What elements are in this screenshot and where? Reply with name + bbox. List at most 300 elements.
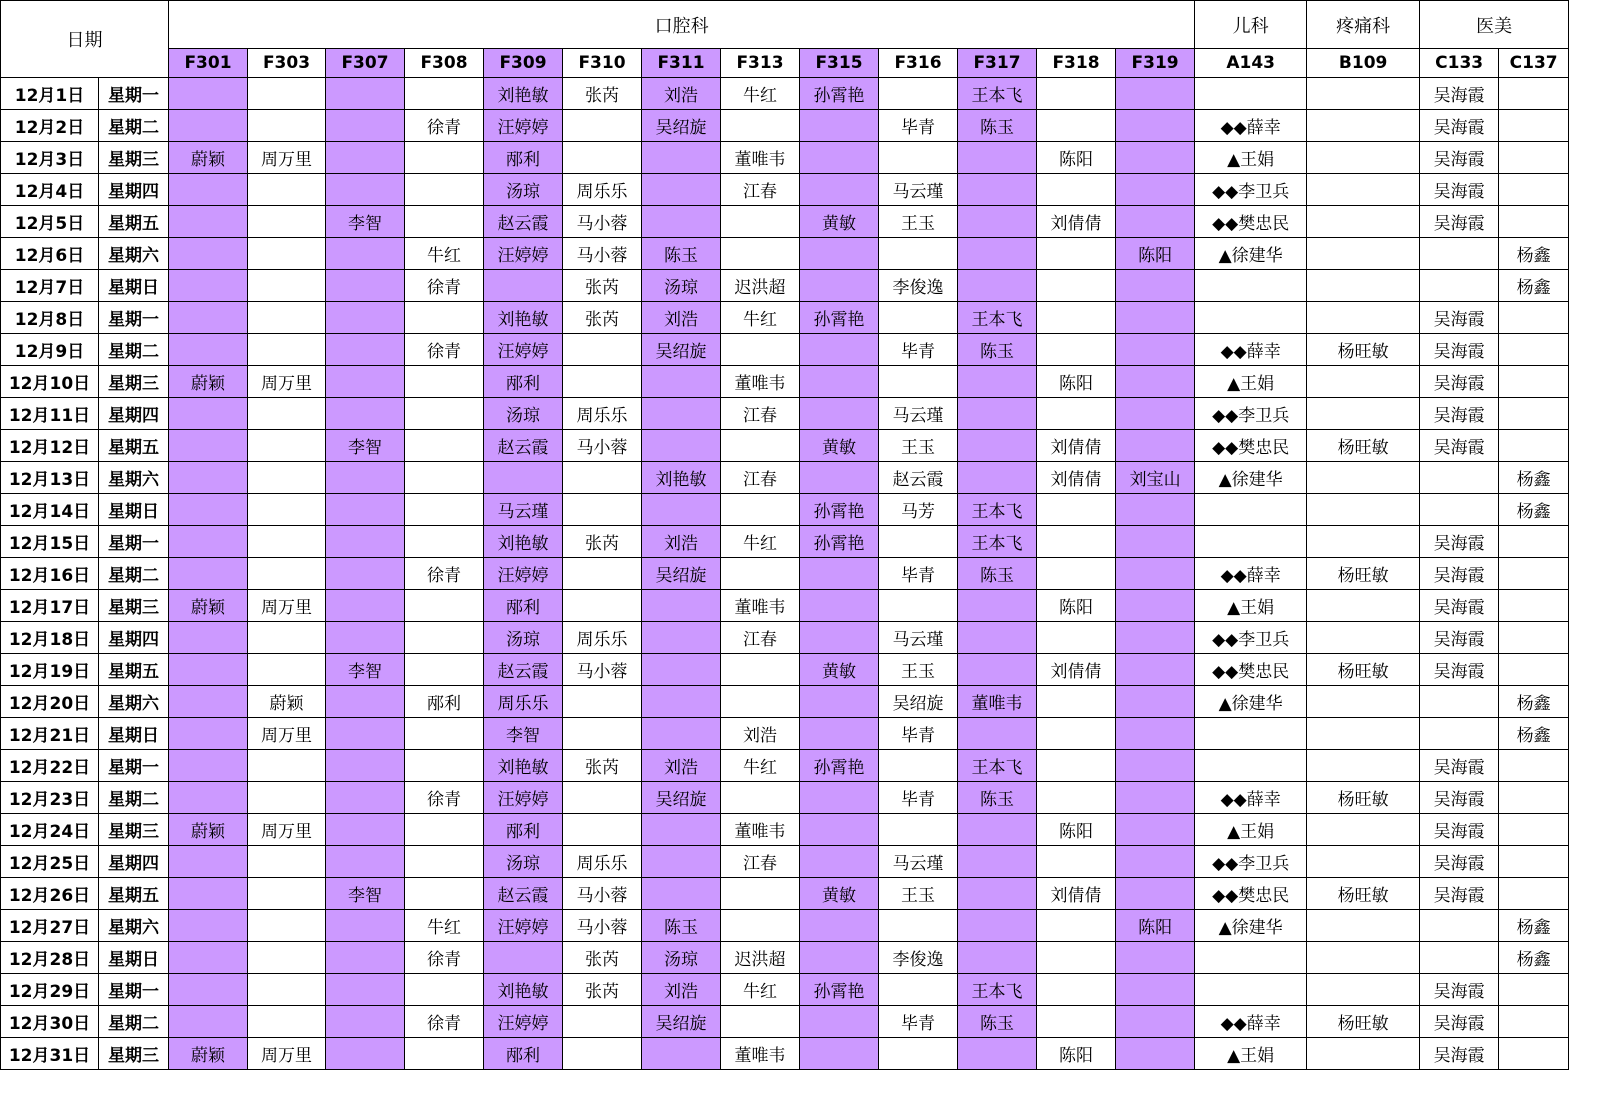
schedule-cell[interactable]: 王玉 bbox=[879, 430, 958, 462]
schedule-cell[interactable] bbox=[1037, 526, 1116, 558]
schedule-cell[interactable] bbox=[1116, 718, 1195, 750]
schedule-cell[interactable] bbox=[1307, 366, 1420, 398]
schedule-cell[interactable] bbox=[1116, 398, 1195, 430]
schedule-cell[interactable] bbox=[800, 110, 879, 142]
schedule-cell[interactable] bbox=[800, 910, 879, 942]
schedule-cell[interactable]: 陈玉 bbox=[958, 110, 1037, 142]
schedule-cell[interactable] bbox=[642, 590, 721, 622]
date-cell[interactable]: 12月22日 bbox=[1, 750, 99, 782]
schedule-cell[interactable]: 孙霄艳 bbox=[800, 750, 879, 782]
schedule-cell[interactable] bbox=[405, 206, 484, 238]
schedule-cell[interactable] bbox=[1307, 1038, 1420, 1070]
schedule-cell[interactable]: 杨旺敏 bbox=[1307, 430, 1420, 462]
schedule-cell[interactable] bbox=[1499, 622, 1569, 654]
date-cell[interactable]: 12月9日 bbox=[1, 334, 99, 366]
schedule-cell[interactable]: ◆◆樊忠民 bbox=[1195, 878, 1307, 910]
schedule-cell[interactable] bbox=[563, 590, 642, 622]
schedule-cell[interactable]: 汤琼 bbox=[642, 270, 721, 302]
schedule-cell[interactable] bbox=[326, 590, 405, 622]
schedule-cell[interactable]: 陈玉 bbox=[958, 1006, 1037, 1038]
schedule-cell[interactable]: ◆◆薛幸 bbox=[1195, 782, 1307, 814]
schedule-cell[interactable] bbox=[958, 942, 1037, 974]
schedule-cell[interactable]: 马云瑾 bbox=[879, 622, 958, 654]
date-cell[interactable]: 12月24日 bbox=[1, 814, 99, 846]
schedule-cell[interactable] bbox=[1499, 78, 1569, 110]
weekday-cell[interactable]: 星期六 bbox=[99, 238, 169, 270]
schedule-cell[interactable] bbox=[958, 238, 1037, 270]
date-cell[interactable]: 12月15日 bbox=[1, 526, 99, 558]
schedule-cell[interactable] bbox=[1195, 718, 1307, 750]
schedule-cell[interactable]: 毕青 bbox=[879, 782, 958, 814]
header-room-cell[interactable]: C137 bbox=[1499, 49, 1569, 78]
schedule-cell[interactable] bbox=[800, 334, 879, 366]
schedule-cell[interactable] bbox=[1307, 110, 1420, 142]
schedule-cell[interactable] bbox=[958, 142, 1037, 174]
schedule-cell[interactable]: ◆◆李卫兵 bbox=[1195, 398, 1307, 430]
schedule-cell[interactable] bbox=[958, 430, 1037, 462]
schedule-cell[interactable]: 吴海霞 bbox=[1420, 558, 1499, 590]
header-dept-cell[interactable]: 口腔科 bbox=[169, 1, 1195, 49]
schedule-cell[interactable]: 江春 bbox=[721, 462, 800, 494]
schedule-cell[interactable] bbox=[721, 654, 800, 686]
schedule-cell[interactable]: 吴海霞 bbox=[1420, 78, 1499, 110]
schedule-cell[interactable] bbox=[642, 718, 721, 750]
schedule-cell[interactable]: 吴海霞 bbox=[1420, 974, 1499, 1006]
schedule-cell[interactable] bbox=[1116, 206, 1195, 238]
schedule-cell[interactable] bbox=[1499, 430, 1569, 462]
schedule-cell[interactable]: 吴绍旋 bbox=[642, 782, 721, 814]
header-dept-cell[interactable]: 疼痛科 bbox=[1307, 1, 1420, 49]
schedule-cell[interactable]: 杨旺敏 bbox=[1307, 558, 1420, 590]
date-cell[interactable]: 12月11日 bbox=[1, 398, 99, 430]
schedule-cell[interactable]: ▲王娟 bbox=[1195, 142, 1307, 174]
weekday-cell[interactable]: 星期二 bbox=[99, 334, 169, 366]
schedule-cell[interactable] bbox=[642, 686, 721, 718]
schedule-cell[interactable] bbox=[169, 558, 248, 590]
schedule-cell[interactable] bbox=[1499, 878, 1569, 910]
schedule-cell[interactable] bbox=[405, 430, 484, 462]
schedule-cell[interactable] bbox=[326, 238, 405, 270]
schedule-cell[interactable]: 马芳 bbox=[879, 494, 958, 526]
schedule-cell[interactable] bbox=[169, 942, 248, 974]
schedule-cell[interactable] bbox=[248, 398, 326, 430]
schedule-cell[interactable] bbox=[169, 110, 248, 142]
date-cell[interactable]: 12月21日 bbox=[1, 718, 99, 750]
schedule-cell[interactable] bbox=[1499, 302, 1569, 334]
schedule-cell[interactable] bbox=[326, 1038, 405, 1070]
schedule-cell[interactable]: 吴海霞 bbox=[1420, 398, 1499, 430]
schedule-cell[interactable]: 吴海霞 bbox=[1420, 654, 1499, 686]
schedule-cell[interactable] bbox=[1116, 1006, 1195, 1038]
schedule-cell[interactable]: 蔚颖 bbox=[169, 366, 248, 398]
schedule-cell[interactable] bbox=[1499, 174, 1569, 206]
weekday-cell[interactable]: 星期二 bbox=[99, 558, 169, 590]
schedule-cell[interactable]: 赵云霞 bbox=[484, 206, 563, 238]
schedule-cell[interactable] bbox=[1037, 750, 1116, 782]
schedule-cell[interactable]: 吴海霞 bbox=[1420, 366, 1499, 398]
schedule-cell[interactable]: 马小蓉 bbox=[563, 238, 642, 270]
schedule-cell[interactable]: 李智 bbox=[326, 430, 405, 462]
schedule-cell[interactable]: 吴绍旋 bbox=[642, 1006, 721, 1038]
date-cell[interactable]: 12月28日 bbox=[1, 942, 99, 974]
date-cell[interactable]: 12月25日 bbox=[1, 846, 99, 878]
schedule-cell[interactable]: 刘浩 bbox=[642, 750, 721, 782]
weekday-cell[interactable]: 星期日 bbox=[99, 270, 169, 302]
schedule-cell[interactable] bbox=[1307, 686, 1420, 718]
schedule-cell[interactable]: 汤琼 bbox=[484, 846, 563, 878]
schedule-cell[interactable] bbox=[1499, 110, 1569, 142]
date-cell[interactable]: 12月13日 bbox=[1, 462, 99, 494]
schedule-cell[interactable] bbox=[721, 686, 800, 718]
schedule-cell[interactable] bbox=[1116, 750, 1195, 782]
schedule-cell[interactable] bbox=[326, 942, 405, 974]
schedule-cell[interactable] bbox=[405, 814, 484, 846]
weekday-cell[interactable]: 星期四 bbox=[99, 846, 169, 878]
schedule-cell[interactable]: 赵云霞 bbox=[484, 430, 563, 462]
schedule-cell[interactable]: 黄敏 bbox=[800, 430, 879, 462]
schedule-cell[interactable] bbox=[1037, 398, 1116, 430]
schedule-cell[interactable] bbox=[721, 878, 800, 910]
schedule-cell[interactable] bbox=[958, 814, 1037, 846]
schedule-cell[interactable] bbox=[958, 398, 1037, 430]
schedule-cell[interactable] bbox=[958, 206, 1037, 238]
weekday-cell[interactable]: 星期日 bbox=[99, 718, 169, 750]
schedule-cell[interactable] bbox=[1116, 302, 1195, 334]
schedule-cell[interactable] bbox=[1037, 782, 1116, 814]
schedule-cell[interactable]: 吴海霞 bbox=[1420, 1006, 1499, 1038]
schedule-cell[interactable]: 杨鑫 bbox=[1499, 238, 1569, 270]
schedule-cell[interactable] bbox=[248, 942, 326, 974]
schedule-cell[interactable]: 刘倩倩 bbox=[1037, 654, 1116, 686]
schedule-cell[interactable] bbox=[1116, 686, 1195, 718]
schedule-cell[interactable] bbox=[1116, 174, 1195, 206]
schedule-cell[interactable] bbox=[563, 110, 642, 142]
schedule-cell[interactable] bbox=[326, 174, 405, 206]
schedule-cell[interactable]: 刘艳敏 bbox=[484, 526, 563, 558]
header-room-cell[interactable]: F315 bbox=[800, 49, 879, 78]
schedule-cell[interactable]: 周乐乐 bbox=[563, 398, 642, 430]
schedule-cell[interactable] bbox=[1116, 78, 1195, 110]
schedule-cell[interactable] bbox=[326, 270, 405, 302]
schedule-cell[interactable]: 刘艳敏 bbox=[484, 750, 563, 782]
schedule-cell[interactable]: 黄敏 bbox=[800, 654, 879, 686]
schedule-cell[interactable] bbox=[879, 366, 958, 398]
weekday-cell[interactable]: 星期二 bbox=[99, 110, 169, 142]
schedule-cell[interactable] bbox=[1195, 78, 1307, 110]
schedule-cell[interactable]: ◆◆李卫兵 bbox=[1195, 174, 1307, 206]
schedule-cell[interactable] bbox=[1307, 846, 1420, 878]
schedule-cell[interactable]: 吴海霞 bbox=[1420, 814, 1499, 846]
schedule-cell[interactable]: 蔚颖 bbox=[248, 686, 326, 718]
schedule-cell[interactable] bbox=[800, 142, 879, 174]
schedule-cell[interactable] bbox=[326, 1006, 405, 1038]
schedule-cell[interactable]: 周万里 bbox=[248, 366, 326, 398]
schedule-cell[interactable]: 迟洪超 bbox=[721, 942, 800, 974]
schedule-cell[interactable] bbox=[800, 686, 879, 718]
schedule-cell[interactable]: 吴绍旋 bbox=[642, 334, 721, 366]
schedule-cell[interactable] bbox=[169, 526, 248, 558]
schedule-cell[interactable] bbox=[800, 462, 879, 494]
schedule-cell[interactable] bbox=[1116, 814, 1195, 846]
schedule-cell[interactable] bbox=[879, 142, 958, 174]
schedule-cell[interactable] bbox=[1116, 558, 1195, 590]
schedule-cell[interactable] bbox=[958, 878, 1037, 910]
schedule-cell[interactable] bbox=[248, 270, 326, 302]
schedule-cell[interactable] bbox=[721, 782, 800, 814]
schedule-cell[interactable] bbox=[1499, 782, 1569, 814]
schedule-cell[interactable]: 刘艳敏 bbox=[642, 462, 721, 494]
schedule-cell[interactable] bbox=[1307, 238, 1420, 270]
schedule-cell[interactable] bbox=[405, 174, 484, 206]
schedule-cell[interactable]: 张芮 bbox=[563, 302, 642, 334]
schedule-cell[interactable]: 吴海霞 bbox=[1420, 174, 1499, 206]
schedule-cell[interactable] bbox=[1307, 718, 1420, 750]
schedule-cell[interactable] bbox=[405, 142, 484, 174]
schedule-cell[interactable] bbox=[1307, 462, 1420, 494]
schedule-cell[interactable] bbox=[1499, 750, 1569, 782]
schedule-cell[interactable] bbox=[405, 590, 484, 622]
schedule-cell[interactable]: 张芮 bbox=[563, 78, 642, 110]
schedule-cell[interactable]: 马小蓉 bbox=[563, 206, 642, 238]
schedule-cell[interactable]: 吴海霞 bbox=[1420, 846, 1499, 878]
schedule-cell[interactable] bbox=[1420, 494, 1499, 526]
schedule-cell[interactable]: 邴利 bbox=[484, 1038, 563, 1070]
schedule-cell[interactable]: 孙霄艳 bbox=[800, 78, 879, 110]
schedule-cell[interactable] bbox=[879, 910, 958, 942]
schedule-cell[interactable] bbox=[1037, 942, 1116, 974]
schedule-cell[interactable] bbox=[248, 110, 326, 142]
schedule-cell[interactable] bbox=[484, 270, 563, 302]
schedule-cell[interactable]: 陈阳 bbox=[1037, 814, 1116, 846]
schedule-cell[interactable]: 江春 bbox=[721, 398, 800, 430]
schedule-cell[interactable] bbox=[958, 590, 1037, 622]
schedule-cell[interactable]: 徐青 bbox=[405, 334, 484, 366]
schedule-cell[interactable] bbox=[169, 302, 248, 334]
schedule-cell[interactable]: 王本飞 bbox=[958, 750, 1037, 782]
schedule-cell[interactable] bbox=[721, 238, 800, 270]
schedule-cell[interactable] bbox=[326, 142, 405, 174]
schedule-cell[interactable] bbox=[248, 526, 326, 558]
date-cell[interactable]: 12月26日 bbox=[1, 878, 99, 910]
schedule-cell[interactable]: 刘艳敏 bbox=[484, 78, 563, 110]
header-room-cell[interactable]: F318 bbox=[1037, 49, 1116, 78]
schedule-cell[interactable] bbox=[405, 1038, 484, 1070]
schedule-cell[interactable]: 陈阳 bbox=[1116, 238, 1195, 270]
header-room-cell[interactable]: B109 bbox=[1307, 49, 1420, 78]
schedule-cell[interactable]: 马小蓉 bbox=[563, 430, 642, 462]
schedule-cell[interactable]: 刘艳敏 bbox=[484, 302, 563, 334]
schedule-cell[interactable] bbox=[169, 494, 248, 526]
schedule-cell[interactable] bbox=[326, 366, 405, 398]
date-cell[interactable]: 12月31日 bbox=[1, 1038, 99, 1070]
weekday-cell[interactable]: 星期六 bbox=[99, 910, 169, 942]
schedule-cell[interactable] bbox=[405, 974, 484, 1006]
schedule-cell[interactable] bbox=[1037, 1006, 1116, 1038]
schedule-cell[interactable]: 王本飞 bbox=[958, 78, 1037, 110]
schedule-cell[interactable] bbox=[248, 622, 326, 654]
schedule-cell[interactable] bbox=[169, 1006, 248, 1038]
schedule-cell[interactable] bbox=[1037, 622, 1116, 654]
schedule-cell[interactable]: 汪婷婷 bbox=[484, 1006, 563, 1038]
schedule-cell[interactable]: 杨鑫 bbox=[1499, 494, 1569, 526]
schedule-cell[interactable] bbox=[800, 398, 879, 430]
header-dept-cell[interactable]: 医美 bbox=[1420, 1, 1569, 49]
schedule-cell[interactable] bbox=[879, 750, 958, 782]
schedule-cell[interactable] bbox=[169, 782, 248, 814]
header-room-cell[interactable]: F319 bbox=[1116, 49, 1195, 78]
schedule-cell[interactable]: 汪婷婷 bbox=[484, 334, 563, 366]
schedule-cell[interactable]: 蔚颖 bbox=[169, 814, 248, 846]
schedule-cell[interactable] bbox=[879, 526, 958, 558]
date-cell[interactable]: 12月1日 bbox=[1, 78, 99, 110]
schedule-cell[interactable] bbox=[1037, 718, 1116, 750]
date-cell[interactable]: 12月6日 bbox=[1, 238, 99, 270]
schedule-cell[interactable] bbox=[1307, 206, 1420, 238]
schedule-cell[interactable] bbox=[1195, 526, 1307, 558]
schedule-cell[interactable] bbox=[1195, 974, 1307, 1006]
schedule-cell[interactable]: 汪婷婷 bbox=[484, 558, 563, 590]
header-room-cell[interactable]: F311 bbox=[642, 49, 721, 78]
schedule-cell[interactable] bbox=[169, 238, 248, 270]
schedule-cell[interactable] bbox=[1307, 974, 1420, 1006]
schedule-cell[interactable] bbox=[326, 558, 405, 590]
schedule-cell[interactable]: 李智 bbox=[326, 654, 405, 686]
schedule-cell[interactable]: 汤琼 bbox=[642, 942, 721, 974]
schedule-cell[interactable]: 吴海霞 bbox=[1420, 430, 1499, 462]
schedule-cell[interactable]: 王本飞 bbox=[958, 526, 1037, 558]
weekday-cell[interactable]: 星期三 bbox=[99, 142, 169, 174]
schedule-cell[interactable] bbox=[248, 846, 326, 878]
schedule-cell[interactable]: 黄敏 bbox=[800, 878, 879, 910]
schedule-cell[interactable]: 周乐乐 bbox=[563, 174, 642, 206]
schedule-cell[interactable]: 王玉 bbox=[879, 878, 958, 910]
schedule-cell[interactable]: 王本飞 bbox=[958, 494, 1037, 526]
schedule-cell[interactable] bbox=[169, 78, 248, 110]
schedule-cell[interactable] bbox=[1499, 654, 1569, 686]
schedule-cell[interactable]: 马小蓉 bbox=[563, 878, 642, 910]
schedule-cell[interactable] bbox=[563, 142, 642, 174]
schedule-cell[interactable]: 张芮 bbox=[563, 942, 642, 974]
schedule-cell[interactable]: 刘浩 bbox=[642, 78, 721, 110]
schedule-cell[interactable]: ◆◆李卫兵 bbox=[1195, 846, 1307, 878]
schedule-cell[interactable] bbox=[484, 942, 563, 974]
schedule-cell[interactable] bbox=[642, 206, 721, 238]
schedule-cell[interactable] bbox=[800, 942, 879, 974]
schedule-cell[interactable] bbox=[405, 494, 484, 526]
schedule-cell[interactable]: 陈玉 bbox=[642, 910, 721, 942]
schedule-cell[interactable]: 吴海霞 bbox=[1420, 142, 1499, 174]
schedule-cell[interactable]: 陈玉 bbox=[642, 238, 721, 270]
schedule-cell[interactable]: 赵云霞 bbox=[484, 878, 563, 910]
date-cell[interactable]: 12月18日 bbox=[1, 622, 99, 654]
schedule-cell[interactable] bbox=[1037, 174, 1116, 206]
schedule-cell[interactable] bbox=[405, 462, 484, 494]
schedule-cell[interactable] bbox=[1116, 622, 1195, 654]
schedule-cell[interactable] bbox=[1499, 334, 1569, 366]
schedule-cell[interactable]: 周万里 bbox=[248, 142, 326, 174]
schedule-cell[interactable] bbox=[1037, 78, 1116, 110]
schedule-cell[interactable] bbox=[563, 494, 642, 526]
schedule-cell[interactable]: 刘倩倩 bbox=[1037, 462, 1116, 494]
schedule-cell[interactable] bbox=[958, 462, 1037, 494]
schedule-cell[interactable] bbox=[1195, 494, 1307, 526]
schedule-cell[interactable] bbox=[1116, 270, 1195, 302]
schedule-cell[interactable] bbox=[800, 238, 879, 270]
schedule-cell[interactable] bbox=[169, 334, 248, 366]
weekday-cell[interactable]: 星期六 bbox=[99, 462, 169, 494]
schedule-cell[interactable]: ◆◆薛幸 bbox=[1195, 110, 1307, 142]
schedule-cell[interactable] bbox=[248, 302, 326, 334]
schedule-cell[interactable]: 汪婷婷 bbox=[484, 910, 563, 942]
schedule-cell[interactable] bbox=[1116, 654, 1195, 686]
schedule-cell[interactable]: 吴海霞 bbox=[1420, 1038, 1499, 1070]
weekday-cell[interactable]: 星期五 bbox=[99, 206, 169, 238]
date-cell[interactable]: 12月12日 bbox=[1, 430, 99, 462]
schedule-cell[interactable] bbox=[879, 302, 958, 334]
schedule-cell[interactable]: 张芮 bbox=[563, 270, 642, 302]
schedule-cell[interactable]: 陈玉 bbox=[958, 334, 1037, 366]
schedule-cell[interactable] bbox=[1307, 174, 1420, 206]
schedule-cell[interactable] bbox=[169, 622, 248, 654]
schedule-cell[interactable] bbox=[563, 1006, 642, 1038]
schedule-cell[interactable]: ▲徐建华 bbox=[1195, 462, 1307, 494]
schedule-cell[interactable] bbox=[721, 1006, 800, 1038]
schedule-cell[interactable] bbox=[1116, 526, 1195, 558]
schedule-cell[interactable]: 徐青 bbox=[405, 270, 484, 302]
schedule-cell[interactable]: 陈阳 bbox=[1037, 590, 1116, 622]
schedule-cell[interactable]: 马小蓉 bbox=[563, 910, 642, 942]
schedule-cell[interactable] bbox=[326, 462, 405, 494]
header-room-cell[interactable]: F303 bbox=[248, 49, 326, 78]
schedule-cell[interactable] bbox=[1037, 238, 1116, 270]
schedule-cell[interactable]: 邴利 bbox=[405, 686, 484, 718]
schedule-cell[interactable]: ▲王娟 bbox=[1195, 366, 1307, 398]
schedule-cell[interactable] bbox=[1499, 974, 1569, 1006]
date-cell[interactable]: 12月17日 bbox=[1, 590, 99, 622]
schedule-cell[interactable]: 杨鑫 bbox=[1499, 462, 1569, 494]
header-room-cell[interactable]: A143 bbox=[1195, 49, 1307, 78]
schedule-cell[interactable]: 刘浩 bbox=[642, 302, 721, 334]
schedule-cell[interactable] bbox=[326, 110, 405, 142]
schedule-cell[interactable]: 刘倩倩 bbox=[1037, 206, 1116, 238]
schedule-cell[interactable]: ▲徐建华 bbox=[1195, 238, 1307, 270]
schedule-cell[interactable]: 吴海霞 bbox=[1420, 206, 1499, 238]
schedule-cell[interactable]: 李智 bbox=[484, 718, 563, 750]
schedule-cell[interactable]: 杨旺敏 bbox=[1307, 878, 1420, 910]
schedule-cell[interactable]: 董唯韦 bbox=[721, 1038, 800, 1070]
schedule-cell[interactable]: 李俊逸 bbox=[879, 942, 958, 974]
schedule-cell[interactable] bbox=[721, 910, 800, 942]
schedule-cell[interactable]: 周万里 bbox=[248, 718, 326, 750]
schedule-cell[interactable] bbox=[1195, 750, 1307, 782]
schedule-cell[interactable]: 杨旺敏 bbox=[1307, 1006, 1420, 1038]
schedule-cell[interactable]: 董唯韦 bbox=[721, 814, 800, 846]
weekday-cell[interactable]: 星期六 bbox=[99, 686, 169, 718]
schedule-cell[interactable] bbox=[1037, 494, 1116, 526]
schedule-cell[interactable] bbox=[1037, 686, 1116, 718]
schedule-cell[interactable] bbox=[958, 846, 1037, 878]
schedule-cell[interactable]: 江春 bbox=[721, 622, 800, 654]
schedule-cell[interactable] bbox=[405, 622, 484, 654]
schedule-cell[interactable]: ▲徐建华 bbox=[1195, 686, 1307, 718]
schedule-cell[interactable]: 杨鑫 bbox=[1499, 270, 1569, 302]
schedule-cell[interactable]: 孙霄艳 bbox=[800, 494, 879, 526]
schedule-cell[interactable] bbox=[1499, 846, 1569, 878]
date-cell[interactable]: 12月8日 bbox=[1, 302, 99, 334]
schedule-cell[interactable] bbox=[1116, 878, 1195, 910]
schedule-cell[interactable] bbox=[248, 558, 326, 590]
schedule-cell[interactable] bbox=[563, 782, 642, 814]
